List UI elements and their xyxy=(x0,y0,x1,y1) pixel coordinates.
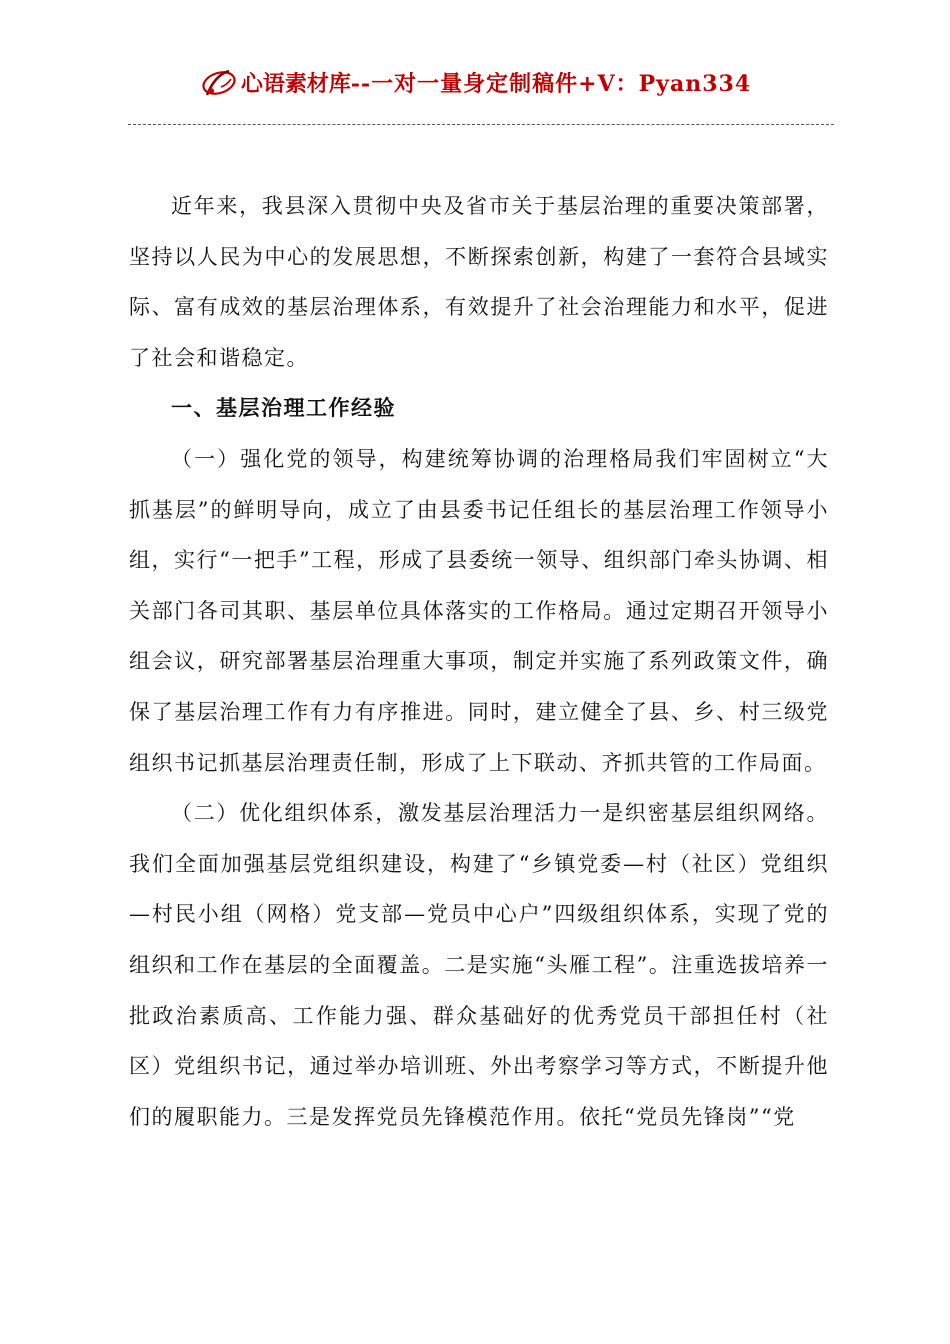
brand-name: 心语素材库 xyxy=(240,70,351,97)
paragraph-intro: 近年来，我县深入贯彻中央及省市关于基层治理的重要决策部署，坚持以人民为中心的发展思想，不断探索创新，构建了一套符合县域实际、富有成效的基层治理体系，有效提升了社会治理能力和水平，促进了社会和谐稳定。 xyxy=(129,194,829,370)
header-banner xyxy=(199,63,751,101)
page-header xyxy=(0,62,950,102)
header-slogan: --一对一量身定制稿件+V：Pyan334 xyxy=(350,70,752,97)
header-divider xyxy=(128,124,834,125)
paragraph-party-leadership: （一）强化党的领导，构建统筹协调的治理格局我们牢固树立“大抓基层”的鲜明导向，成立了由县委书记任组长的基层治理工作领导小组，实行“一把手”工程，形成了县委统一领导、组织部门牵头协调、相关部门各司其职、基层单位具体落实的工作格局。通过定期召开领导小组会议，研究部署基层治理重大事项，制定并实施了系列政策文件，确保了基层治理工作有力有序推进。同时，建立健全了县、乡、村三级党组织书记抓基层治理责任制，形成了上下联动、齐抓共管的工作局面。 xyxy=(129,446,829,775)
section-heading: 一、基层治理工作经验 xyxy=(171,396,396,421)
brand-logo-icon xyxy=(199,65,239,103)
paragraph-organization-system: （二）优化组织体系，激发基层治理活力一是织密基层组织网络。我们全面加强基层党组织建设，构建了“乡镇党委—村（社区）党组织—村民小组（网格）党支部—党员中心户”四级组织体系，实现了党的组织和工作在基层的全面覆盖。二是实施“头雁工程”。注重选拔培养一批政治素质高、工作能力强、群众基础好的优秀党员干部担任村（社区）党组织书记，通过举办培训班、外出考察学习等方式，不断提升他们的履职能力。三是发挥党员先锋模范作用。依托“党员先锋岗”“党 xyxy=(129,801,829,1129)
document-body xyxy=(129,181,829,1142)
